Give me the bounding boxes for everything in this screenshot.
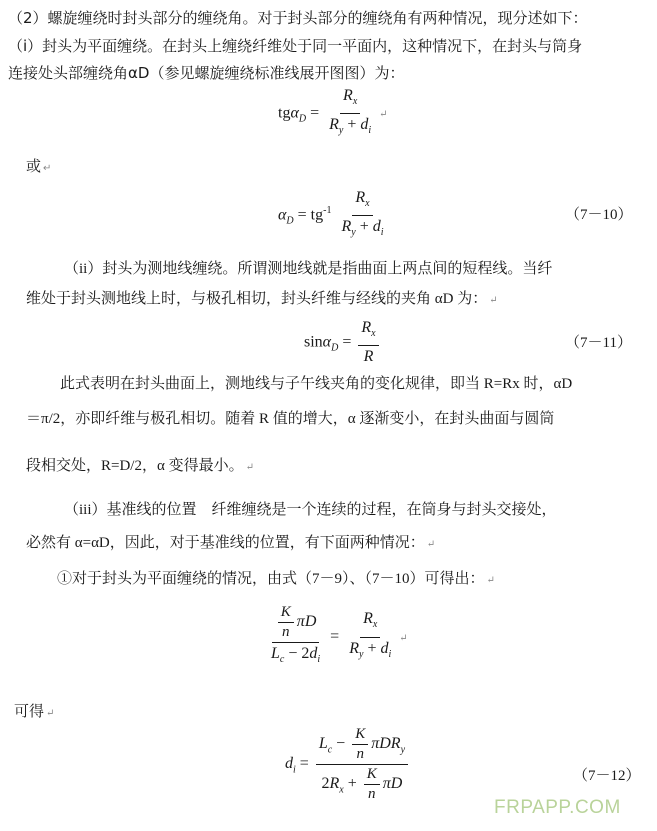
- para3-line1: 此式表明在封头曲面上，测地线与子午线夹角的变化规律，即当 R=Rx 时，αD: [60, 376, 573, 392]
- para1-line1: （2）螺旋缠绕时封头部分的缠绕角。对于封头部分的缠绕角有两种情况，现分述如下：: [8, 9, 588, 27]
- equation-7-12-number: （7－12）: [573, 768, 641, 784]
- para1-line2: （i）封头为平面缠绕。在封头上缠绕纤维处于同一平面内，这种情况下，在封头与筒身: [8, 37, 583, 55]
- para4-line2: 必然有 α=αD，因此，对于基准线的位置，有下面两种情况： ↵: [26, 535, 436, 551]
- equation-7-11-number: （7－11）: [565, 335, 632, 351]
- equation-7-11: sinα$_D$ = $\frac{R_x}{R}$: [304, 318, 382, 367]
- para3-line2: ＝π/2，亦即纤维与极孔相切。随着 R 值的增大，α 逐渐变小，在封头曲面与圆筒: [26, 411, 555, 427]
- keyi-label: 可得 ↵: [14, 704, 55, 720]
- equation-tg-alpha: tgα$_D$ = $\frac{R_x}{R_y + d_i}$ ↵: [278, 87, 388, 137]
- para2-line2: 维处于封头测地线上时，与极孔相切，封头纤维与经线的夹角 αD 为： ↵: [26, 291, 498, 307]
- para1-line3: 连接处头部缠绕角αD（参见螺旋缠绕标准线展开图图）为：: [8, 64, 405, 82]
- para4-line1: （iii）基准线的位置 纤维缠绕是一个连续的过程，在筒身与封头交接处，: [64, 502, 557, 518]
- para5-line1: ①对于封头为平面缠绕的情况，由式（7－9）、（7－10）可得出： ↵: [57, 571, 495, 587]
- equation-basis-line: $\frac{K}{n}$ πD $L_c - 2d_i$ = $\frac{R_x}{R_y + d_i}$ ↵: [271, 604, 408, 666]
- equation-7-12: $d_i$ = $L_c$ − $\frac{K}{n}$ πDR$_y$ $2R_x$ + $\frac{K}{n}$ πD: [285, 726, 411, 803]
- equation-7-10: $\alpha_D = tg^{-1}$ $\frac{R_x}{R_y + d_i}$: [278, 189, 384, 239]
- watermark-logo: FRPAPP.COM: [494, 797, 621, 818]
- para3-line3: 段相交处，R=D/2，α 变得最小。 ↵: [26, 458, 254, 474]
- or-label: 或 ↵: [26, 157, 52, 175]
- para2-line1: （ii）封头为测地线缠绕。所谓测地线就是指曲面上两点间的短程线。当纤: [64, 261, 553, 277]
- equation-7-10-number: （7－10）: [565, 207, 633, 223]
